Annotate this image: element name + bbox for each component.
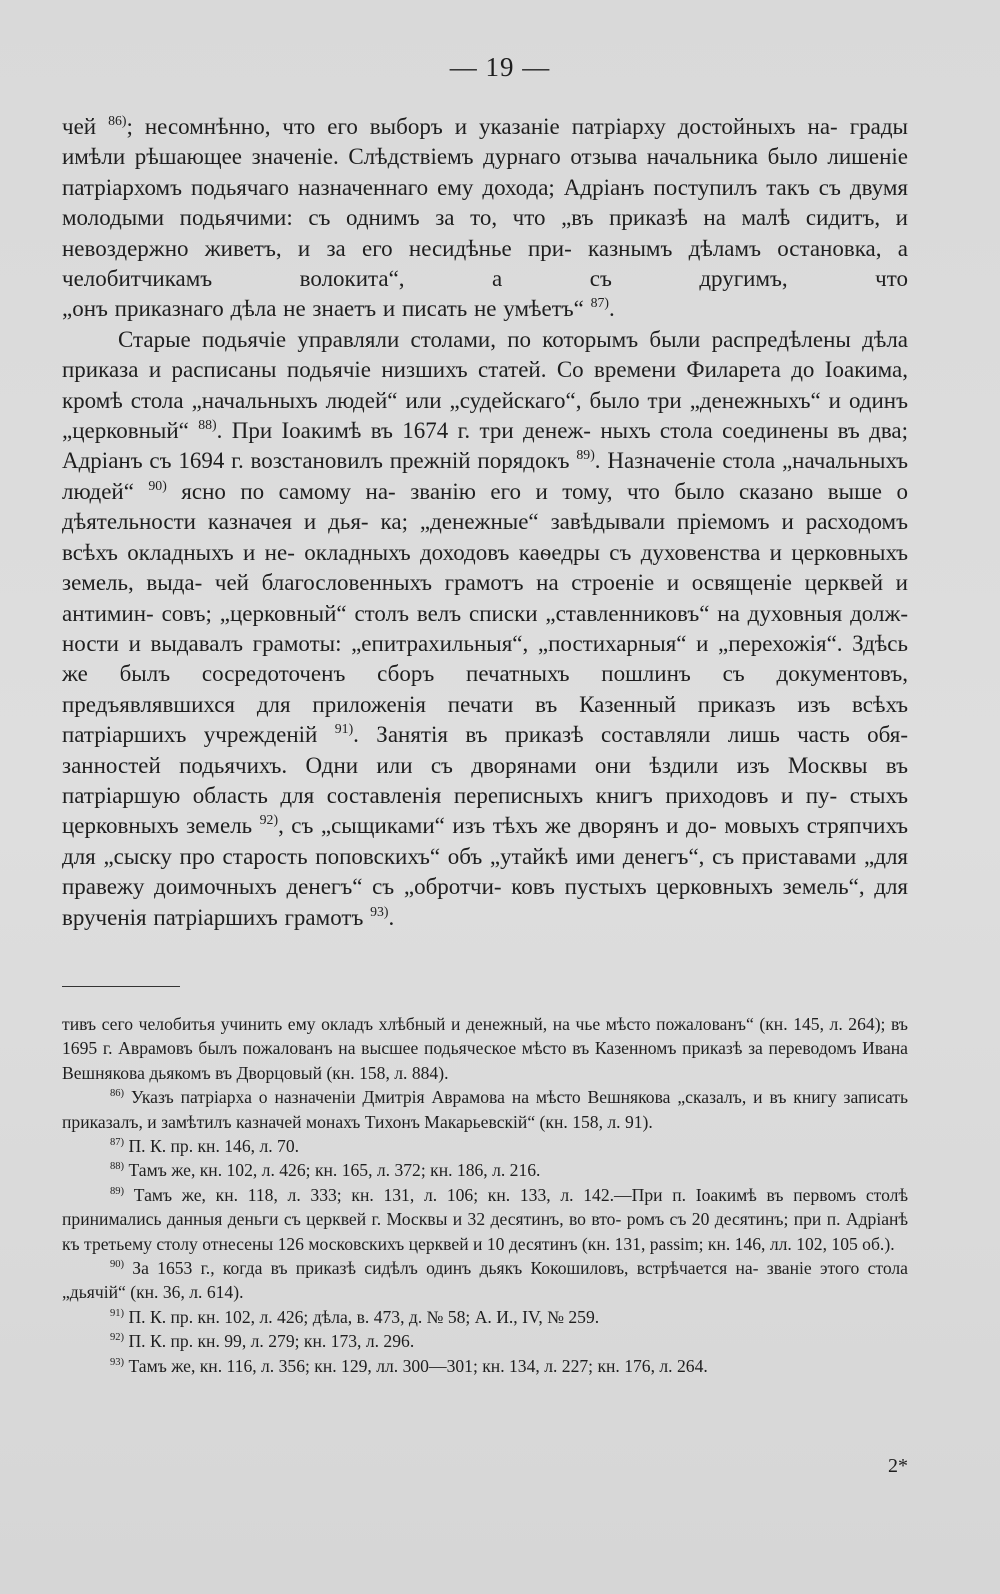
footnote-ref: 89) <box>576 447 595 463</box>
footnote-number: 89) <box>110 1185 125 1197</box>
footnote-number: 87) <box>110 1137 125 1149</box>
text-run: званію его и тому, что было сказано выше о дѣятельности казначея и дья- <box>62 478 909 535</box>
footnote-87 <box>62 1134 908 1158</box>
paragraph <box>62 112 908 294</box>
text-run: . Назначеніе стола „начальныхъ людей“ <box>62 448 908 504</box>
footnote-number: 88) <box>110 1161 125 1173</box>
footnote-91 <box>62 1305 908 1329</box>
note-text: 158, л. 91). <box>572 1111 653 1132</box>
text-run: , съ „сыщиками“ изъ тѣхъ же дворянъ и до- <box>278 813 717 839</box>
text-run: денегъ“, съ приставами „для правежу доимочныхъ денегъ“ съ „обротчи- <box>62 843 909 900</box>
text-run: патріаршихъ учрежденій <box>62 722 335 748</box>
text-run: казнымъ дѣламъ остановка, а челобитчикамъ волокита“, а съ другимъ, что <box>62 235 908 292</box>
page-number: — 19 — <box>449 52 551 82</box>
footnote-number: 93) <box>110 1356 125 1368</box>
note-text: званіе этого стола „дьячій“ (кн. 36, л. 614). <box>62 1258 908 1303</box>
note-text: Тамъ же, кн. 118, л. 333; кн. 131, л. 106; кн. 133, л. 142.—При п. Іоакимѣ въ <box>124 1184 784 1205</box>
note-text: Указъ патріарха о назначеніи Дмитрія Аврамова на мѣсто Вешнякова „сказалъ, <box>124 1087 747 1108</box>
paragraph <box>62 325 908 933</box>
footnote-number: 86) <box>110 1088 125 1100</box>
footnote-89 <box>62 1183 908 1256</box>
text-run: . <box>609 296 615 322</box>
text-run: ковъ пустыхъ церковныхъ земель“, для врученія патріаршихъ грамотъ <box>62 874 909 930</box>
text-run: ; несомнѣнно, что его выборъ и указаніе патріарху достойныхъ на- <box>126 114 838 139</box>
footnote-number: 92) <box>110 1332 125 1344</box>
footnote-separator <box>62 986 180 987</box>
text-run: было лишеніе патріархомъ подьячаго назначеннаго ему дохода; Адріанъ <box>62 144 908 200</box>
text-run: поступилъ такъ съ двумя молодыми подьячими: съ однимъ за то, что „въ <box>62 174 909 231</box>
note-text: Казенномъ приказѣ за переводомъ Ивана Вешнякова дьякомъ въ Дворцовый (кн. 158, л. 884). <box>62 1038 908 1083</box>
text-run: . Занятія въ приказѣ составляли лишь часть обя- <box>353 722 908 748</box>
text-run: Старые подьячіе управляли столами, по которымъ были распредѣлены <box>118 326 851 352</box>
note-text: тивъ сего челобитья учинить ему окладъ хлѣбный и денежный, на чье мѣсто пожалованъ“ <box>62 1014 754 1034</box>
text-run: ка; „денежные“ завѣдывали пріемомъ и расходомъ всѣхъ окладныхъ и не- <box>62 509 909 565</box>
text-run: ясно по самому на- <box>166 478 396 504</box>
note-text: П. К. пр. кн. 146, л. 70. <box>124 1136 300 1157</box>
footnote-90 <box>62 1256 908 1305</box>
text-run: дѣла приказа и расписаны подьячіе низшихъ статей. Со времени Филарета <box>62 326 909 383</box>
text-run: занностей подьячихъ. Одни или съ дворянами они ѣздили изъ Москвы въ <box>62 752 908 778</box>
text-run: Здѣсь же былъ сосредоточенъ сборъ печатныхъ пошлинъ съ документовъ, <box>62 630 908 687</box>
footnote-93 <box>62 1354 908 1378</box>
footnote-ref: 93) <box>370 903 389 919</box>
note-text: П. К. пр. кн. 102, л. 426; дѣла, в. 473, д. № 58; А. И., IV, № 259. <box>124 1306 600 1327</box>
text-run: чей <box>62 114 109 139</box>
footnote-ref: 90) <box>148 477 167 493</box>
text-run: ныхъ стола соединены въ два; Адріанъ съ 1694 г. возстановилъ прежній <box>62 418 909 474</box>
text-run: мовыхъ стряпчихъ для „сыску про старость поповскихъ“ объ „утайкѣ ими <box>62 813 909 869</box>
text-run: совъ; „церковный“ столъ велъ списки „ставленниковъ“ на духовныя долж- <box>161 600 908 626</box>
paragraph-end <box>62 294 908 324</box>
note-text: Тамъ же, кн. 116, л. 356; кн. 129, лл. 300—301; кн. 134, л. 227; кн. 176, л. 264. <box>124 1355 708 1376</box>
text-run: предъявлявшихся для приложенія печати въ Казенный приказъ изъ всѣхъ <box>62 691 908 717</box>
text-run: до Іоакима, кромѣ стола „начальныхъ людей“ или „судейскаго“, было три <box>62 357 908 413</box>
footnote-88 <box>62 1158 908 1182</box>
footnote-number: 91) <box>110 1308 125 1320</box>
text-run: порядокъ <box>477 448 577 474</box>
footnote-ref: 92) <box>259 812 279 828</box>
text-run: . При Іоакимѣ въ 1674 г. три денеж- <box>216 418 591 444</box>
text-run: приказѣ на малѣ сидитъ, и невоздержно живетъ, и за его несидѣнье при- <box>62 205 908 261</box>
note-text: Тамъ же, кн. 102, л. 426; кн. 165, л. 372; кн. 186, л. 216. <box>124 1160 541 1181</box>
footnote-ref: 86) <box>108 113 127 129</box>
text-run: патріаршую область для составленія переписныхъ книгъ приходовъ и пу- <box>62 782 838 808</box>
text-run: „онъ приказнаго дѣла не знаетъ и писать не умѣетъ“ <box>62 296 591 322</box>
footnote-ref: 91) <box>334 721 354 737</box>
text-run: грады имѣли рѣшающее значеніе. Слѣдствіемъ дурнаго отзыва начальника <box>62 114 908 170</box>
footnote-86 <box>62 1085 908 1134</box>
text-run: чей благословенныхъ грамотъ на строеніе и освященіе церквей и антимин- <box>62 570 908 626</box>
footnote-ref: 87) <box>590 295 610 311</box>
note-text: За 1653 г., когда въ приказѣ сидѣлъ одинъ дьякъ Кокошиловъ, встрѣчается на- <box>124 1258 759 1279</box>
footnote-ref: 88) <box>198 417 217 433</box>
printer-signature-mark: 2* <box>888 1455 908 1477</box>
main-text <box>62 112 908 933</box>
note-text: П. К. пр. кн. 99, л. 279; кн. 173, л. 296. <box>124 1331 415 1352</box>
note-text: и въ книгу записать приказалъ, и замѣтилъ казначей монахъ Тихонъ Макарьевскій“ (кн. <box>62 1087 909 1132</box>
note-text: первомъ столѣ принимались данныя деньги съ церквей г. Москвы и 32 десятинъ, во вто- <box>62 1184 908 1230</box>
text-run: „денежныхъ“ и одинъ „церковный“ <box>62 387 909 444</box>
note-text: ромъ съ 20 десятинъ; при п. Адріанѣ къ третьему столу отнесены 126 московскихъ церквей <box>62 1209 909 1254</box>
footnotes <box>62 1012 908 1378</box>
text-run: окладныхъ доходовъ каѳедры съ духовенства и церковныхъ земель, выда- <box>62 539 909 596</box>
note-text: и 10 десятинъ (кн. 131, passim; кн. 146, лл. 102, 105 об.). <box>473 1233 895 1254</box>
footnote-number: 90) <box>110 1259 125 1271</box>
text-run: стыхъ церковныхъ земель <box>62 782 909 839</box>
footnote-continued <box>62 1012 908 1085</box>
text-run: ности и выдавалъ грамоты: „епитрахильныя“, „постихарныя“ и „перехожія“. <box>62 630 843 656</box>
text-run: . <box>388 904 395 930</box>
note-text: (кн. 145, л. 264); въ 1695 г. Аврамовъ былъ пожалованъ на высшее подьяческое мѣсто въ <box>62 1014 908 1059</box>
footnote-92 <box>62 1329 908 1353</box>
